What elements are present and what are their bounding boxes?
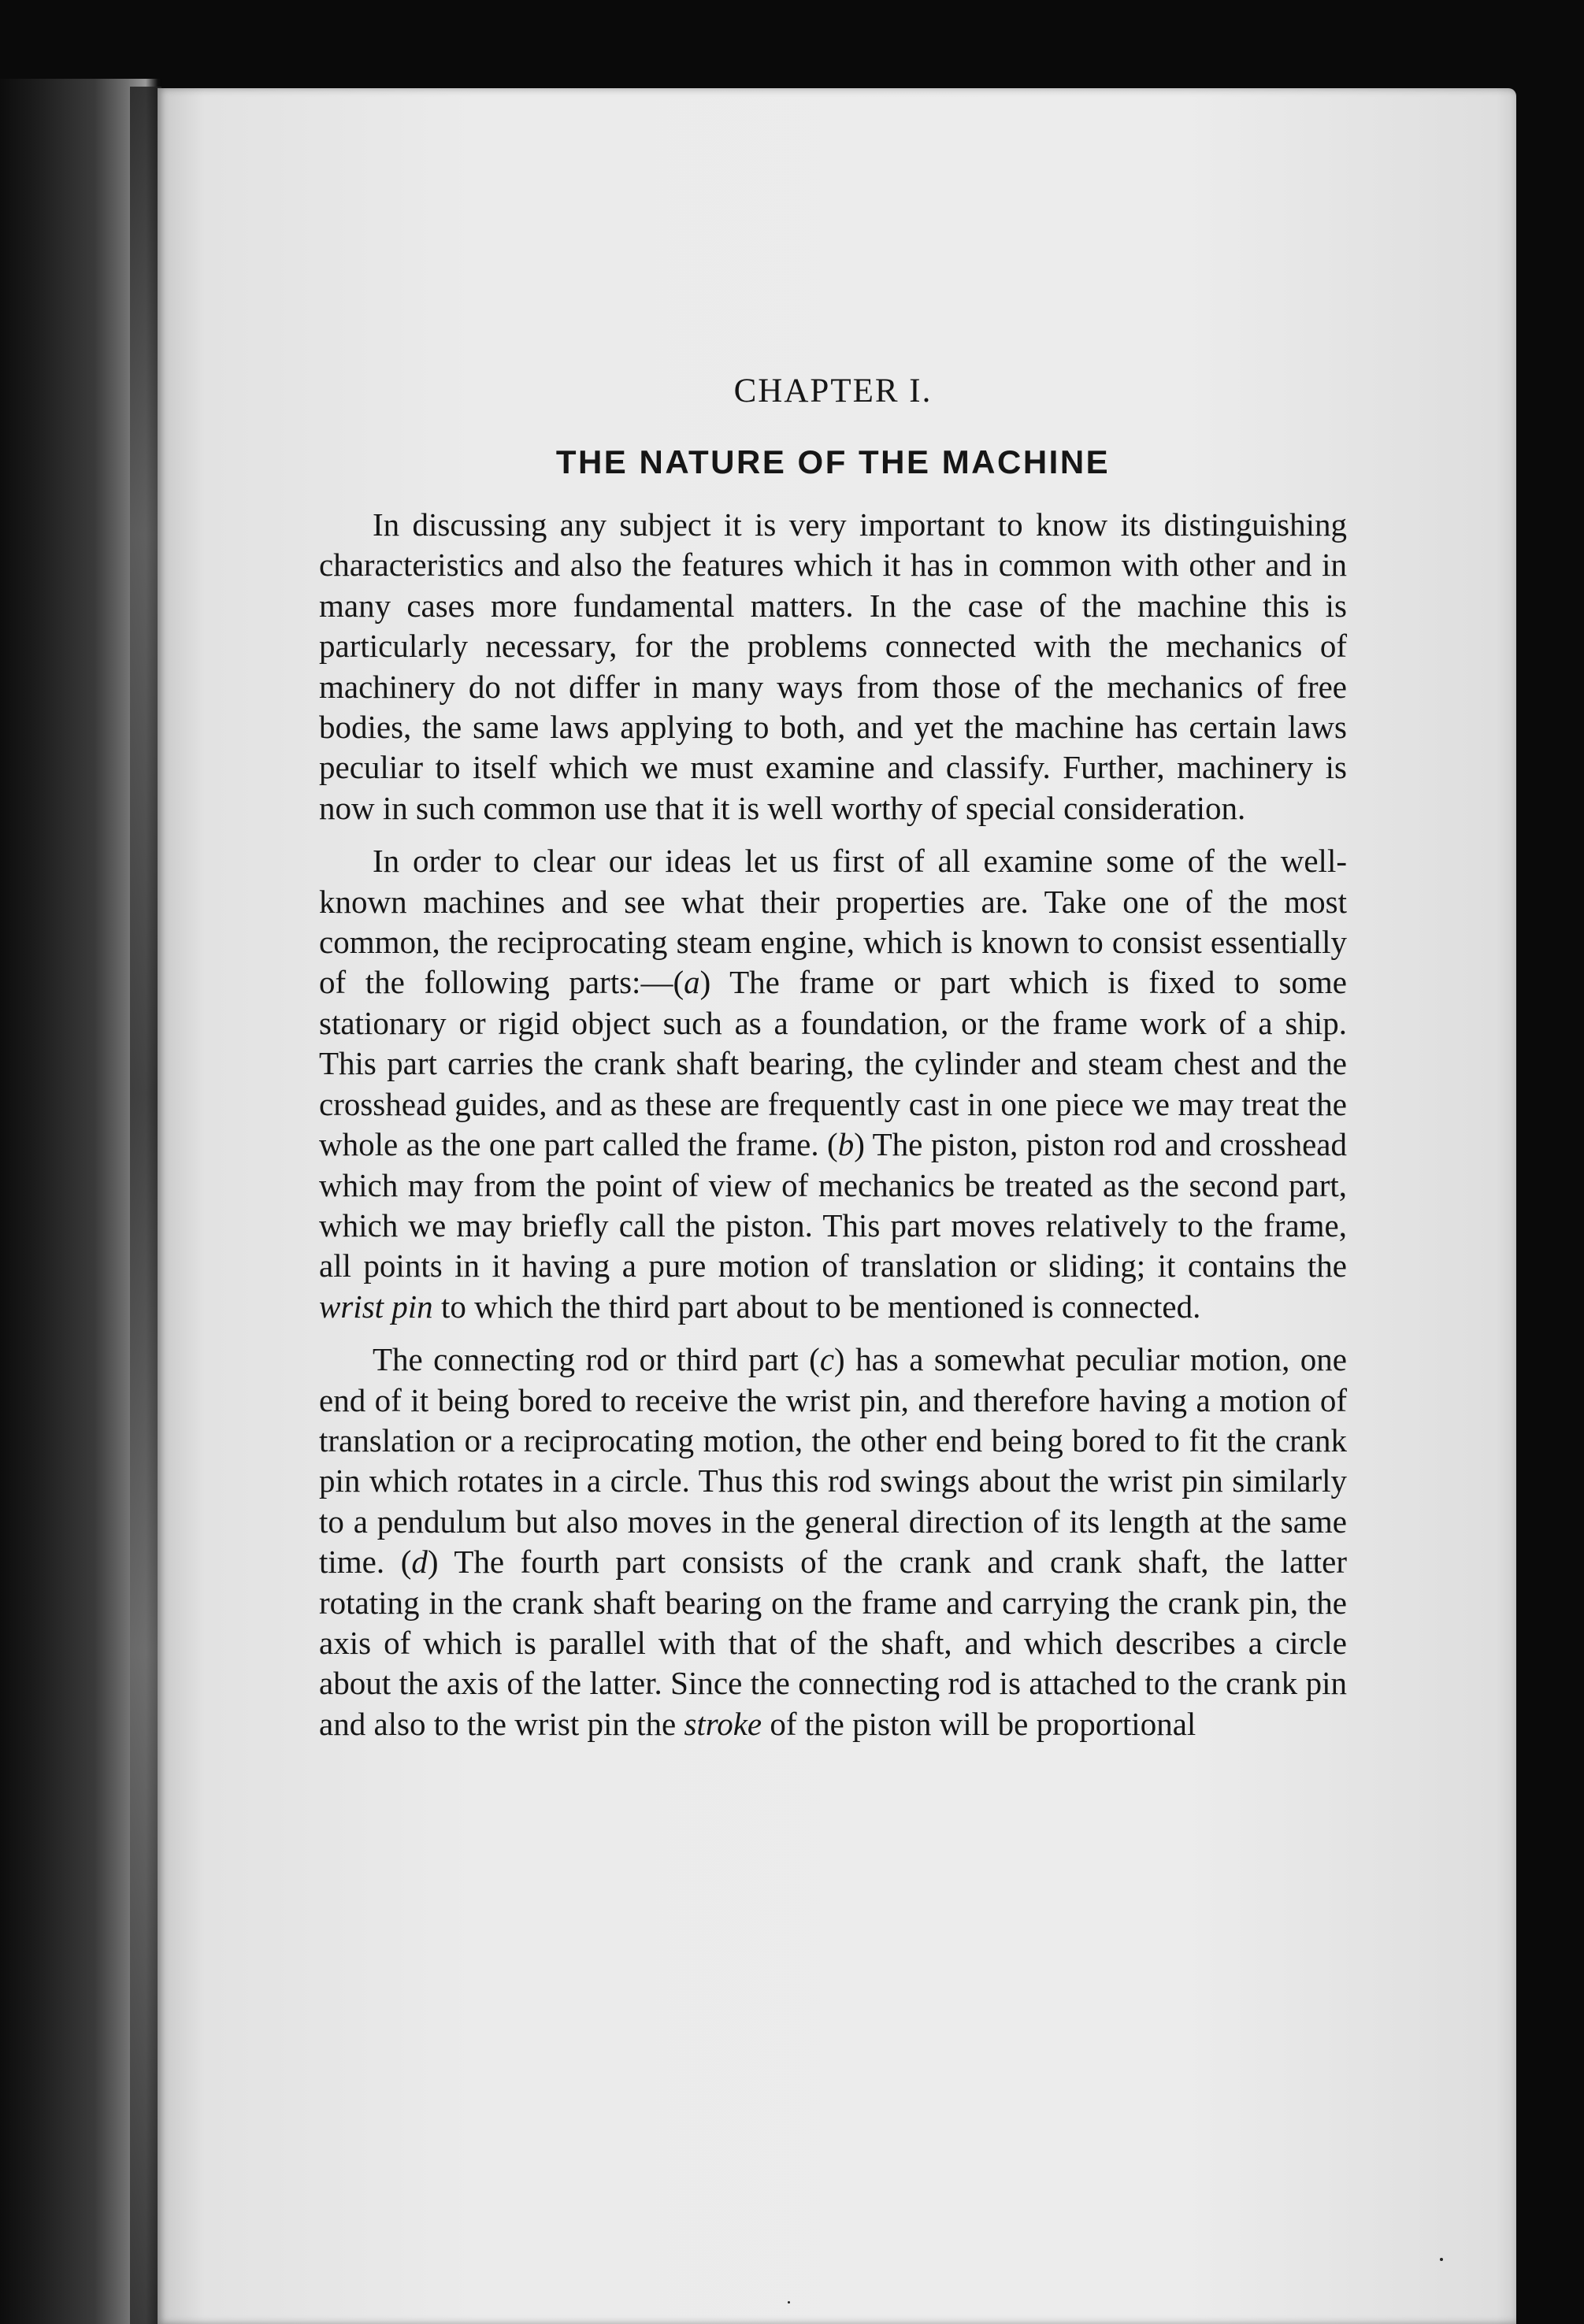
scan-background-right bbox=[1516, 102, 1584, 2324]
italic-term: d bbox=[411, 1544, 428, 1581]
text-run: of the piston will be proportional bbox=[762, 1705, 1196, 1742]
page-text-block bbox=[319, 372, 1347, 1757]
paragraph-3 bbox=[319, 1340, 1347, 1744]
text-run: ) has a somewhat peculiar motion, one end of it being bored to receive the wrist pin, and therefore having a motion of translation or a reciprocating motion, the other end being bored to fit the crank pin which rotates in a circle. Thus this rod swings about the wrist pin similarly to a pendulum but also moves in the general direction of its length at the same time. ( bbox=[319, 1341, 1347, 1581]
chapter-title: THE NATURE OF THE MACHINE bbox=[555, 443, 1111, 480]
dust-speck bbox=[788, 2301, 790, 2304]
text-run: The connecting rod or third part ( bbox=[373, 1341, 820, 1378]
italic-term: c bbox=[819, 1341, 835, 1378]
italic-term: a bbox=[684, 964, 700, 1001]
paragraph-1 bbox=[319, 505, 1347, 828]
text-run: ) The piston, piston rod and crosshead which may from the point of view of mechanics be treated as the second part, which we may briefly call the piston. This part moves relatively to the frame, all points in it having a pure motion of translation or sliding; it contains the bbox=[319, 1126, 1348, 1284]
text-run: ) The fourth part consists of the crank and crank shaft, the latter rotating in the crank shaft bearing on the frame and carrying the crank pin, the axis of which is parallel with that of the shaft, and which describes a circle about the axis of the latter. Since the connecting rod is attached to the crank pin and also to the wrist pin the bbox=[319, 1544, 1347, 1742]
text-run: ) The frame or part which is fixed to some stationary or rigid object such as a foundation, or the frame work of a ship. This part carries the crank shaft bearing, the cylinder and steam chest and the crosshead guides, and as these are frequently cast in one piece we may treat the whole as the one part called the frame. ( bbox=[319, 964, 1348, 1163]
text-run: In discussing any subject it is very important to know its distinguishing characteristics and also the features which it has in common with other and in many cases more fundamental matters. In the case of the machine this is particularly necessary, for the problems connected with the mechanics of machinery do not differ in many ways from those of the mechanics of free bodies, the same laws applying to both, and yet the machine has certain laws peculiar to itself which we must examine and classify. Further, machinery is now in such common use that it is well worthy of special consideration. bbox=[319, 506, 1347, 826]
italic-term: stroke bbox=[684, 1705, 762, 1742]
italic-term: wrist pin bbox=[319, 1288, 433, 1325]
book-page bbox=[158, 88, 1516, 2324]
text-run: to which the third part about to be mentioned is connected. bbox=[432, 1288, 1201, 1325]
chapter-number: CHAPTER I. bbox=[733, 373, 933, 410]
dust-speck bbox=[1440, 2258, 1443, 2261]
italic-term: b bbox=[837, 1126, 855, 1163]
paragraph-2 bbox=[319, 841, 1347, 1327]
text-run: In order to clear our ideas let us first of all examine some of the well-known machines and see what their properties are. Take one of the most common, the reciprocating steam engine, which is known to consist essentially of the following parts:—( bbox=[319, 843, 1347, 1001]
binding-shadow bbox=[130, 87, 161, 2324]
